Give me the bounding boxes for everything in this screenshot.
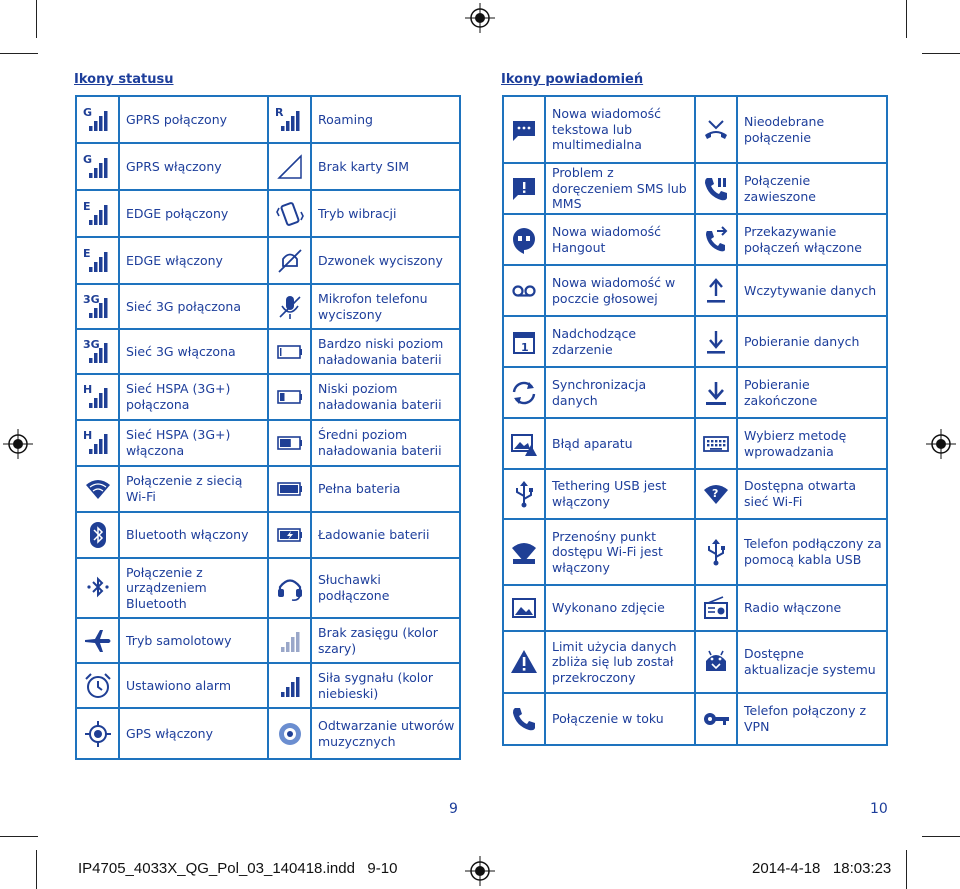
icon-cell: [503, 214, 545, 265]
battery-low-icon: [275, 382, 305, 412]
call-hold-icon: [701, 174, 731, 204]
description-cell: GPS włączony: [119, 708, 268, 759]
icon-cell: [503, 693, 545, 745]
icon-cell: [268, 143, 311, 190]
description-cell: Połączenie z urządzeniem Bluetooth: [119, 558, 268, 618]
description-cell: Dostępna otwarta sieć Wi-Fi: [737, 469, 887, 519]
registration-mark-icon: [926, 429, 956, 459]
icon-cell: [695, 631, 737, 693]
description-cell: Radio włączone: [737, 585, 887, 631]
icon-cell: [695, 693, 737, 745]
svg-text:R: R: [274, 105, 283, 119]
description-cell: Słuchawki podłączone: [311, 558, 460, 618]
message-icon: [509, 115, 539, 145]
keyboard-icon: [701, 429, 731, 459]
signal-h-icon: [83, 382, 113, 412]
battery-full-icon: [275, 474, 305, 504]
mic-muted-icon: [275, 292, 305, 322]
description-cell: Limit użycia danych zbliża się lub został przekroczony: [545, 631, 695, 693]
status-icons-table: [75, 95, 461, 760]
table-row: [503, 693, 887, 745]
table-row: [76, 237, 460, 284]
icon-cell: [503, 519, 545, 585]
icon-cell: [268, 663, 311, 708]
description-cell: Telefon połączony z VPN: [737, 693, 887, 745]
crop-mark: [0, 53, 38, 54]
missed-call-icon: [701, 115, 731, 145]
svg-text:H: H: [82, 429, 92, 442]
page-number-left: 9: [449, 801, 458, 817]
slug-date: 2014-4-18 18:03:23: [752, 860, 892, 877]
icon-cell: [268, 96, 311, 143]
icon-cell: [503, 316, 545, 367]
gps-icon: [83, 719, 113, 749]
description-cell: Nowa wiadomość Hangout: [545, 214, 695, 265]
signal-3g-icon: [83, 292, 113, 322]
wifi-icon: [83, 474, 113, 504]
vpn-key-icon: [701, 704, 731, 734]
signal-e-icon: [83, 246, 113, 276]
table-row: [76, 512, 460, 558]
icon-cell: [695, 316, 737, 367]
icon-cell: [76, 618, 119, 663]
icon-cell: [695, 585, 737, 631]
icon-cell: [695, 265, 737, 316]
icon-cell: [76, 143, 119, 190]
svg-text:E: E: [82, 199, 91, 213]
download-icon: [701, 327, 731, 357]
description-cell: Przenośny punkt dostępu Wi-Fi jest włączony: [545, 519, 695, 585]
icon-cell: [695, 418, 737, 469]
icon-cell: [76, 190, 119, 237]
warning-icon: [509, 647, 539, 677]
download-done-icon: [701, 378, 731, 408]
icon-cell: [268, 558, 311, 618]
upload-icon: [701, 276, 731, 306]
icon-cell: [695, 469, 737, 519]
table-row: [503, 469, 887, 519]
svg-text:H: H: [82, 383, 92, 396]
registration-mark-icon: [465, 3, 495, 33]
svg-text:G: G: [82, 105, 92, 119]
description-cell: Problem z doręczeniem SMS lub MMS: [545, 163, 695, 214]
description-cell: Połączenie zawieszone: [737, 163, 887, 214]
description-cell: Nowa wiadomość w poczcie głosowej: [545, 265, 695, 316]
icon-cell: [76, 237, 119, 284]
description-cell: Pobieranie danych: [737, 316, 887, 367]
slug-filename: IP4705_4033X_QG_Pol_03_140418.indd 9-10: [78, 860, 398, 877]
description-cell: Błąd aparatu: [545, 418, 695, 469]
table-row: [503, 316, 887, 367]
icon-cell: [695, 96, 737, 163]
status-icons-title: Ikony statusu: [74, 72, 174, 87]
table-row: [503, 163, 887, 214]
description-cell: EDGE włączony: [119, 237, 268, 284]
table-row: [503, 519, 887, 585]
table-row: [76, 708, 460, 759]
description-cell: Brak karty SIM: [311, 143, 460, 190]
icon-cell: [695, 367, 737, 418]
icon-cell: [268, 374, 311, 420]
description-cell: Sieć HSPA (3G+) włączona: [119, 420, 268, 466]
signal-g-icon: [83, 105, 113, 135]
description-cell: Sieć HSPA (3G+) połączona: [119, 374, 268, 420]
signal-gray-icon: [275, 626, 305, 656]
crop-mark: [0, 836, 38, 837]
icon-cell: [76, 663, 119, 708]
no-sim-icon: [275, 152, 305, 182]
icon-cell: [503, 265, 545, 316]
crop-mark: [922, 836, 960, 837]
description-cell: Mikrofon telefonu wyciszony: [311, 284, 460, 329]
table-row: [76, 284, 460, 329]
table-row: [503, 367, 887, 418]
usb-icon: [509, 479, 539, 509]
svg-text:3G: 3G: [82, 337, 100, 351]
description-cell: GPRS włączony: [119, 143, 268, 190]
description-cell: Nieodebrane połączenie: [737, 96, 887, 163]
icon-cell: [695, 163, 737, 214]
bluetooth-connected-icon: [83, 573, 113, 603]
table-row: [503, 96, 887, 163]
table-row: [503, 265, 887, 316]
description-cell: Pełna bateria: [311, 466, 460, 512]
sms-problem-icon: [509, 174, 539, 204]
svg-text:3G: 3G: [82, 292, 100, 306]
icon-cell: [76, 708, 119, 759]
headset-icon: [275, 573, 305, 603]
description-cell: Tethering USB jest włączony: [545, 469, 695, 519]
music-icon: [275, 719, 305, 749]
table-row: [76, 374, 460, 420]
icon-cell: [76, 96, 119, 143]
icon-cell: [503, 96, 545, 163]
icon-cell: [268, 708, 311, 759]
icon-cell: [268, 420, 311, 466]
crop-mark: [906, 0, 907, 38]
icon-cell: [503, 418, 545, 469]
signal-e-icon: [83, 199, 113, 229]
table-row: [76, 190, 460, 237]
description-cell: Przekazywanie połączeń włączone: [737, 214, 887, 265]
icon-cell: [503, 163, 545, 214]
battery-very-low-icon: [275, 337, 305, 367]
description-cell: Pobieranie zakończone: [737, 367, 887, 418]
phone-icon: [509, 704, 539, 734]
icon-cell: [76, 558, 119, 618]
description-cell: Tryb samolotowy: [119, 618, 268, 663]
icon-cell: [268, 284, 311, 329]
table-row: [76, 618, 460, 663]
description-cell: Nowa wiadomość tekstowa lub multimedialna: [545, 96, 695, 163]
svg-text:E: E: [82, 246, 91, 260]
signal-h-icon: [83, 428, 113, 458]
description-cell: Odtwarzanie utworów muzycznych: [311, 708, 460, 759]
description-cell: Nadchodzące zdarzenie: [545, 316, 695, 367]
description-cell: Wczytywanie danych: [737, 265, 887, 316]
table-row: [503, 214, 887, 265]
description-cell: Połączenie w toku: [545, 693, 695, 745]
table-row: [76, 96, 460, 143]
icon-cell: [695, 519, 737, 585]
battery-medium-icon: [275, 428, 305, 458]
table-row: [503, 418, 887, 469]
usb-icon: [701, 537, 731, 567]
calendar-icon: [509, 327, 539, 357]
photo-icon: [509, 593, 539, 623]
table-row: [503, 585, 887, 631]
registration-mark-icon: [465, 856, 495, 886]
icon-cell: [695, 214, 737, 265]
table-row: [76, 558, 460, 618]
description-cell: Dostępne aktualizacje systemu: [737, 631, 887, 693]
signal-g-icon: [83, 152, 113, 182]
icon-cell: [268, 190, 311, 237]
bluetooth-icon: [83, 520, 113, 550]
description-cell: Brak zasięgu (kolor szary): [311, 618, 460, 663]
camera-error-icon: [509, 429, 539, 459]
svg-text:G: G: [82, 152, 92, 166]
description-cell: Sieć 3G połączona: [119, 284, 268, 329]
hangout-icon: [509, 225, 539, 255]
description-cell: Wykonano zdjęcie: [545, 585, 695, 631]
open-wifi-icon: [701, 479, 731, 509]
page-number-right: 10: [870, 801, 888, 817]
registration-mark-icon: [3, 429, 33, 459]
description-cell: Połączenie z siecią Wi-Fi: [119, 466, 268, 512]
description-cell: Ładowanie baterii: [311, 512, 460, 558]
description-cell: Niski poziom naładowania baterii: [311, 374, 460, 420]
roaming-icon: [275, 105, 305, 135]
vibrate-icon: [275, 199, 305, 229]
description-cell: Tryb wibracji: [311, 190, 460, 237]
battery-charging-icon: [275, 520, 305, 550]
description-cell: Średni poziom naładowania baterii: [311, 420, 460, 466]
signal-blue-icon: [275, 671, 305, 701]
description-cell: Synchronizacja danych: [545, 367, 695, 418]
table-row: [76, 420, 460, 466]
svg-text:?: ?: [712, 487, 719, 500]
description-cell: Dzwonek wyciszony: [311, 237, 460, 284]
voicemail-icon: [509, 276, 539, 306]
alarm-icon: [83, 671, 113, 701]
description-cell: Roaming: [311, 96, 460, 143]
icon-cell: [268, 512, 311, 558]
table-row: [76, 143, 460, 190]
crop-mark: [36, 0, 37, 38]
table-row: [503, 631, 887, 693]
android-update-icon: [701, 647, 731, 677]
crop-mark: [922, 53, 960, 54]
icon-cell: [76, 329, 119, 374]
svg-text:1: 1: [521, 340, 529, 354]
icon-cell: [76, 284, 119, 329]
description-cell: GPRS połączony: [119, 96, 268, 143]
icon-cell: [268, 237, 311, 284]
icon-cell: [503, 631, 545, 693]
icon-cell: [268, 329, 311, 374]
description-cell: Wybierz metodę wprowadzania: [737, 418, 887, 469]
description-cell: EDGE połączony: [119, 190, 268, 237]
icon-cell: [503, 367, 545, 418]
table-row: [76, 329, 460, 374]
description-cell: Sieć 3G włączona: [119, 329, 268, 374]
description-cell: Ustawiono alarm: [119, 663, 268, 708]
airplane-icon: [83, 626, 113, 656]
icon-cell: [76, 420, 119, 466]
signal-3g-icon: [83, 337, 113, 367]
radio-icon: [701, 593, 731, 623]
crop-mark: [906, 850, 907, 889]
table-row: [76, 663, 460, 708]
description-cell: Telefon podłączony za pomocą kabla USB: [737, 519, 887, 585]
sync-icon: [509, 378, 539, 408]
icon-cell: [76, 374, 119, 420]
description-cell: Bardzo niski poziom naładowania baterii: [311, 329, 460, 374]
description-cell: Siła sygnału (kolor niebieski): [311, 663, 460, 708]
icon-cell: [503, 469, 545, 519]
hotspot-icon: [509, 537, 539, 567]
notification-icons-title: Ikony powiadomień: [501, 72, 644, 87]
icon-cell: [268, 618, 311, 663]
crop-mark: [36, 850, 37, 889]
icon-cell: [76, 512, 119, 558]
icon-cell: [268, 466, 311, 512]
call-forward-icon: [701, 225, 731, 255]
table-row: [76, 466, 460, 512]
description-cell: Bluetooth włączony: [119, 512, 268, 558]
icon-cell: [503, 585, 545, 631]
notification-icons-table: [502, 95, 888, 746]
ringer-muted-icon: [275, 246, 305, 276]
icon-cell: [76, 466, 119, 512]
